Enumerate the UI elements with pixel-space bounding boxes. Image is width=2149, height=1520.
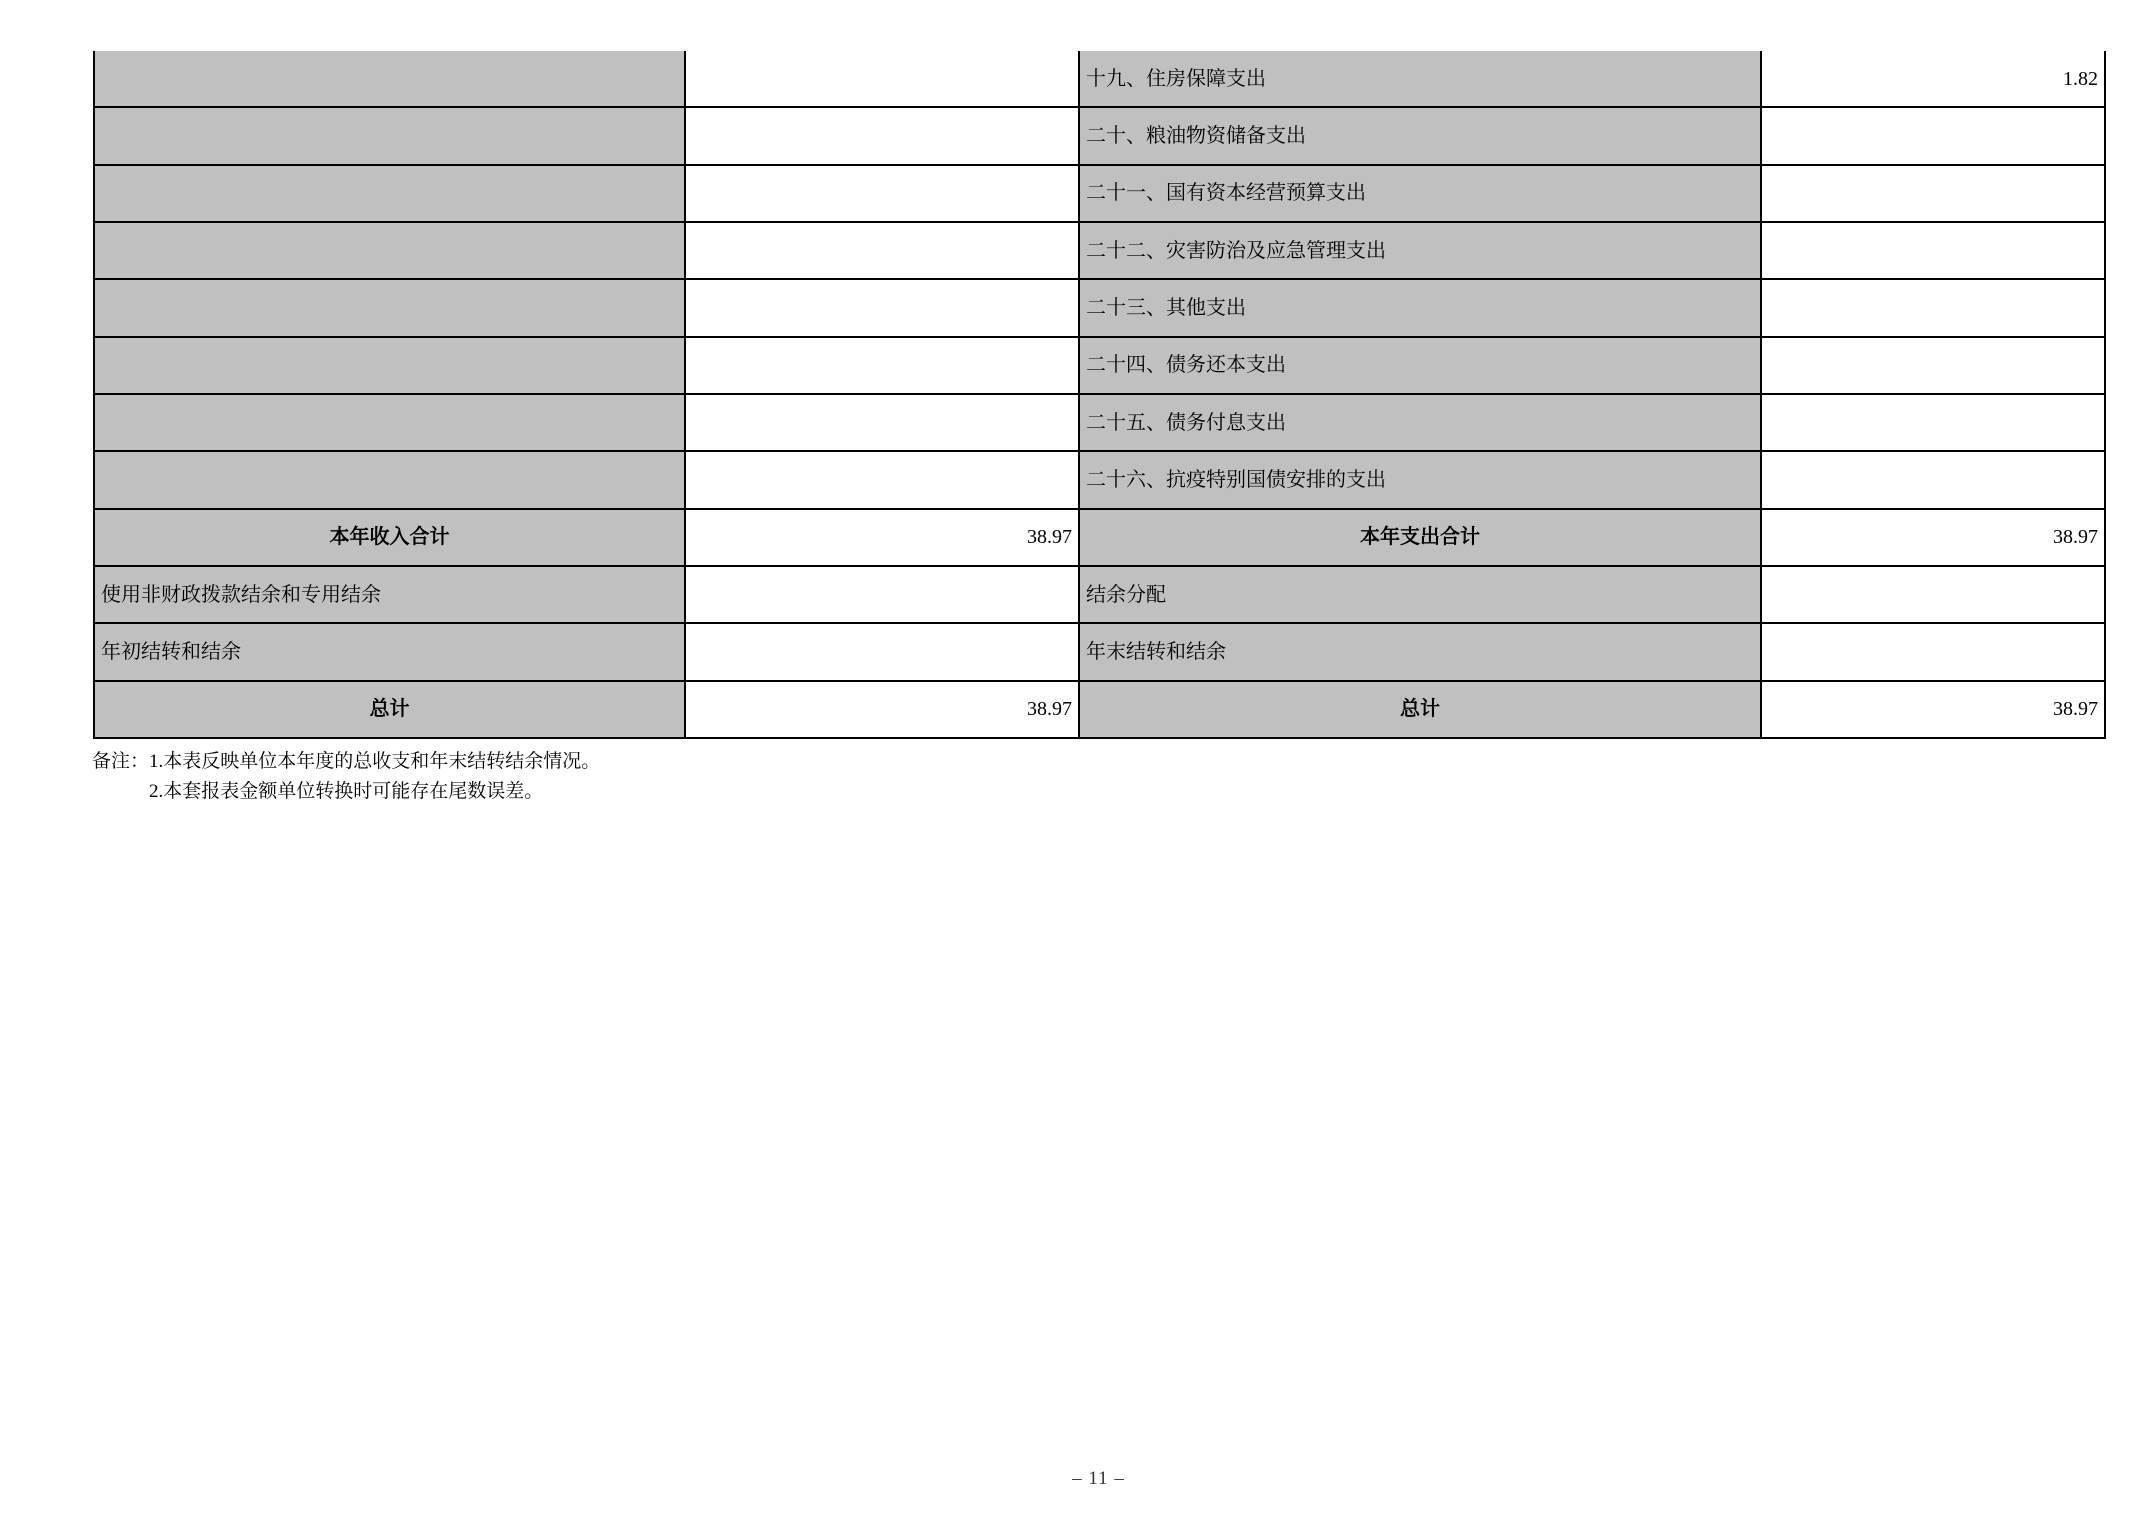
income-value-cell [686,338,1080,395]
expense-label-cell: 二十三、其他支出 [1080,280,1762,337]
income-value-cell [686,280,1080,337]
income-value-cell: 38.97 [686,510,1080,567]
income-label-cell: 使用非财政拨款结余和专用结余 [95,567,686,624]
page-number: – 11 – [1072,1468,1125,1489]
expense-value-cell [1762,166,2106,223]
expense-label-cell: 二十五、债务付息支出 [1080,395,1762,452]
income-label-cell [95,338,686,395]
income-label-cell [95,51,686,108]
expense-value-cell [1762,452,2106,509]
expense-value-cell [1762,338,2106,395]
income-label-cell [95,166,686,223]
income-label-cell: 本年收入合计 [95,510,686,567]
income-label-cell [95,280,686,337]
income-label-cell: 总计 [95,682,686,739]
note-line-2: 2.本套报表金额单位转换时可能存在尾数误差。 [149,781,544,802]
note-prefix: 备注： [92,751,150,772]
income-label-cell [95,108,686,165]
income-label-cell: 年初结转和结余 [95,624,686,681]
income-value-cell [686,395,1080,452]
expense-value-cell: 38.97 [1762,510,2106,567]
final-accounts-summary-table [93,51,2106,739]
income-label-cell [95,395,686,452]
expense-label-cell: 二十二、灾害防治及应急管理支出 [1080,223,1762,280]
expense-value-cell [1762,567,2106,624]
expense-value-cell: 38.97 [1762,682,2106,739]
income-label-cell [95,223,686,280]
income-value-cell [686,452,1080,509]
expense-label-cell: 十九、住房保障支出 [1080,51,1762,108]
expense-label-cell: 二十一、国有资本经营预算支出 [1080,166,1762,223]
income-value-cell [686,567,1080,624]
expense-label-cell: 结余分配 [1080,567,1762,624]
expense-label-cell: 二十六、抗疫特别国债安排的支出 [1080,452,1762,509]
note-line-1 [92,747,600,777]
income-value-cell [686,51,1080,108]
expense-label-cell: 二十、粮油物资储备支出 [1080,108,1762,165]
note-text-1: 1.本表反映单位本年度的总收支和年末结转结余情况。 [149,751,601,772]
expense-label-cell: 本年支出合计 [1080,510,1762,567]
expense-value-cell: 1.82 [1762,51,2106,108]
income-value-cell [686,223,1080,280]
income-value-cell [686,624,1080,681]
expense-label-cell: 总计 [1080,682,1762,739]
expense-value-cell [1762,108,2106,165]
expense-value-cell [1762,223,2106,280]
notes-block [92,747,600,807]
income-label-cell [95,452,686,509]
income-value-cell [686,166,1080,223]
expense-label-cell: 年末结转和结余 [1080,624,1762,681]
expense-value-cell [1762,280,2106,337]
income-value-cell [686,108,1080,165]
income-value-cell: 38.97 [686,682,1080,739]
expense-value-cell [1762,624,2106,681]
expense-label-cell: 二十四、债务还本支出 [1080,338,1762,395]
expense-value-cell [1762,395,2106,452]
